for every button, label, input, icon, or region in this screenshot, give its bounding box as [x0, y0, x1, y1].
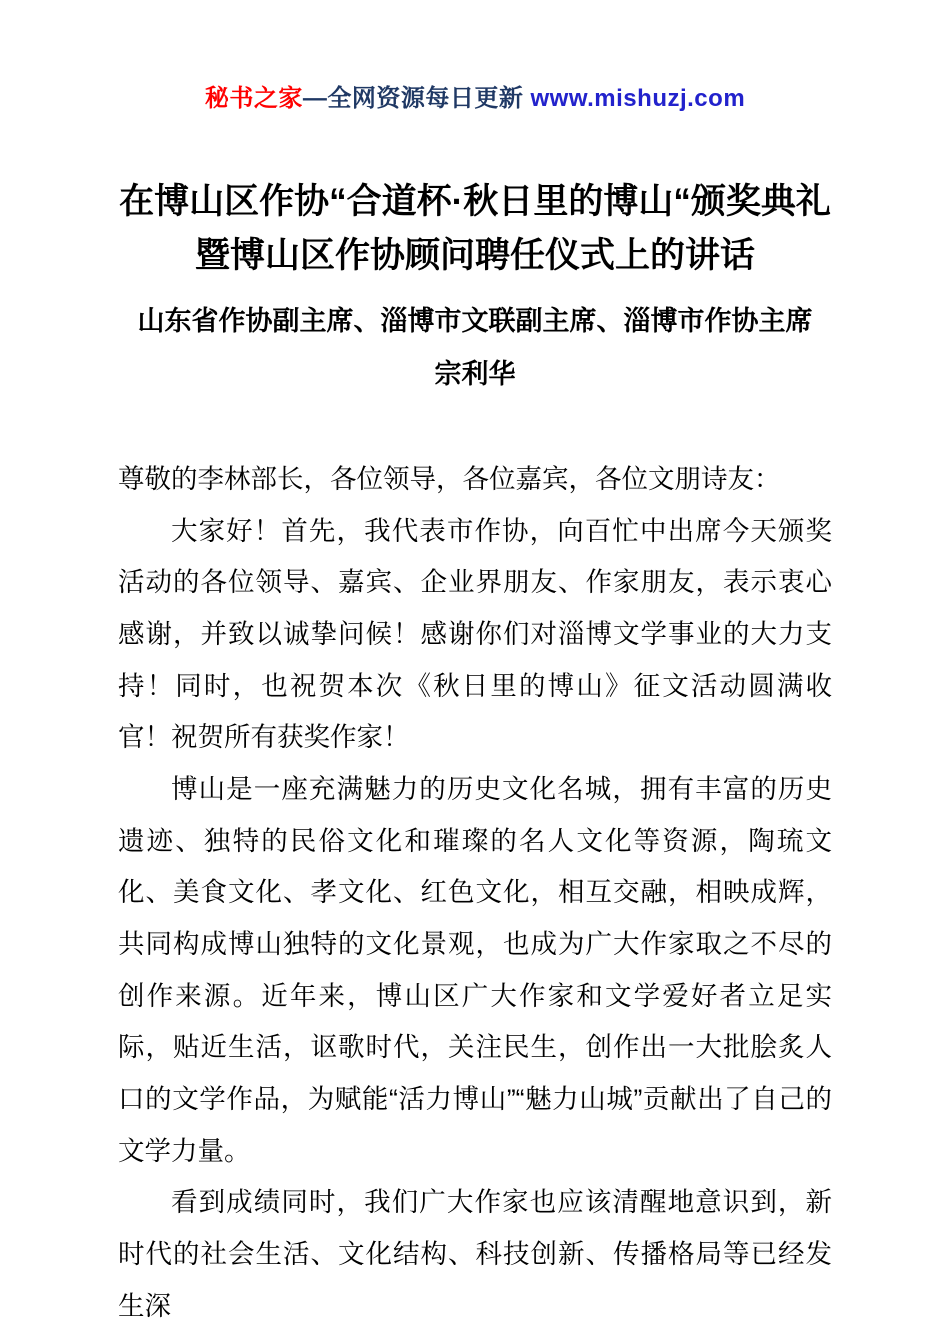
document-title: 在博山区作协“合道杯·秋日里的博山“颁奖典礼暨博山区作协顾问聘任仪式上的讲话: [119, 182, 831, 276]
site-url-link[interactable]: www.mishuzj.com: [530, 85, 746, 112]
paragraph: 博山是一座充满魅力的历史文化名城，拥有丰富的历史遗迹、独特的民俗文化和璀璨的名人文化等资源，陶琉文化、美食文化、孝文化、红色文化，相互交融，相映成辉，共同构成博山独特的文化景观，也成为广大作家取之不尽的创作来源。近年来，博山区广大作家和文学爱好者立足实际，贴近生活，讴歌时代，关注民生，创作出一大批脍炙人口的文学作品，为赋能“活力博山”“魅力山城”贡献出了自己的文学力量。: [118, 773, 832, 1166]
site-brand: 秘书之家: [204, 85, 303, 112]
document-author: 宗利华: [434, 358, 516, 389]
paragraph: 大家好！首先，我代表市作协，向百忙中出席今天颁奖活动的各位领导、嘉宾、企业界朋友、作家朋友，表示衷心感谢，并致以诚挚问候！感谢你们对淄博文学事业的大力支持！同时，也祝贺本次《秋日里的博山》征文活动圆满收官！祝贺所有获奖作家！: [118, 515, 832, 753]
site-header: [118, 78, 832, 113]
site-tagline: —全网资源每日更新: [302, 85, 531, 112]
document-body: [118, 454, 832, 1332]
document-subtitle: 山东省作协副主席、淄博市文联副主席、淄博市作协主席: [137, 305, 813, 336]
paragraph: 尊敬的李林部长，各位领导，各位嘉宾，各位文朋诗友：: [118, 463, 781, 494]
paragraph: 看到成绩同时，我们广大作家也应该清醒地意识到，新时代的社会生活、文化结构、科技创新、传播格局等已经发生深: [118, 1187, 832, 1321]
